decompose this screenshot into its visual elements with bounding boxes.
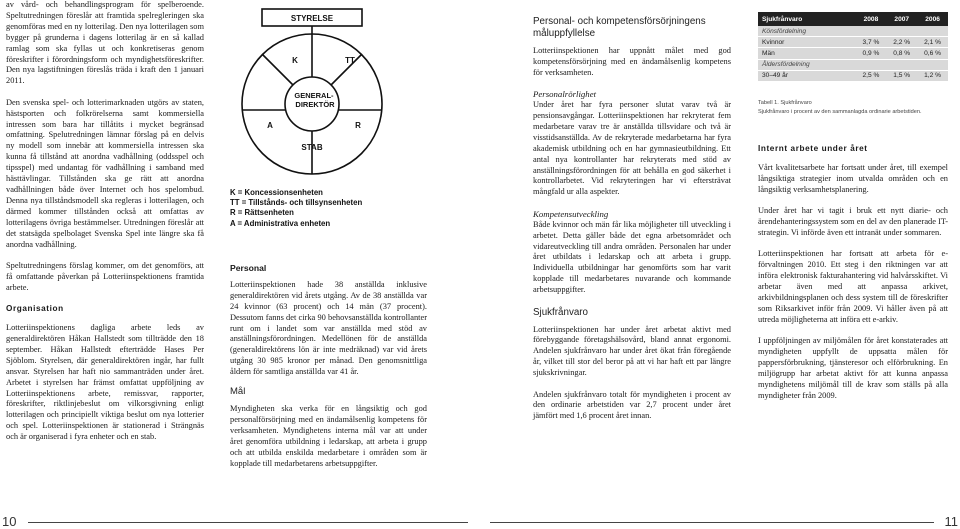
table-row bbox=[758, 71, 948, 82]
paragraph: Den svenska spel- och lotterimarknaden utgörs av staten, hästsporten och folkrörelserna samt kommersiella intressen som bara har tillåtits i mycket begränsad omfattning. Spelutredningen lämnar förslag på en delvis ny modell som innebär att kommersiella intressen ska kunna få tillstånd att anordna vadhållning (oddsspel och tipsspel) med undantag för vadhållning i samband med hästtävlingar. Tillstånden ska ge rätt att anordna vadhållningen både över Internet och hos spelombud. Denna nya tillståndsmodell ska regleras i lotterilagen, och därmed kommer tillstånden också att omfattas av lotterilagens övriga bestämmelser. Utredningen föreslår att det statsägda spelbolaget Svenska Spel inte längre ska få anordna vadhållning. bbox=[6, 97, 204, 249]
paragraph: Speltutredningens förslag kommer, om det genomförs, att få omfattande påverkan på Lotteriinspektionens framtida arbete. bbox=[6, 260, 204, 292]
column-1 bbox=[6, 0, 204, 454]
sick-leave-table bbox=[758, 12, 948, 82]
table-cell-value: 0,6 % bbox=[924, 49, 941, 57]
table-cell-label: Män bbox=[762, 49, 775, 57]
director-label: GENERAL- DIREKTÖR bbox=[294, 91, 335, 109]
table-row bbox=[758, 37, 948, 48]
column-4 bbox=[758, 144, 948, 412]
paragraph: I uppföljningen av miljömålen för året konstaterades att myndigheten uppfyllt de uppsatta målen för pappersförbrukning, tjänsteresor och elförbrukning. En miljögrupp har arbetat aktivt för att kunna anpassa myndighetens miljömål till de krav som ställs på alla myndigheter från 2009. bbox=[758, 336, 948, 400]
table-cell-value: 1,2 % bbox=[924, 72, 941, 80]
table-cell-label: Könsfördelning bbox=[762, 27, 806, 35]
table-row bbox=[758, 60, 948, 71]
table-row bbox=[758, 26, 948, 37]
legend-item: TT = Tillstånds- och tillsynsenheten bbox=[230, 198, 363, 208]
table-cell-value: 2,2 % bbox=[893, 38, 911, 46]
legend-item: K = Koncessionsenheten bbox=[230, 188, 323, 197]
paragraph: Lotteriinspektionen har fortsatt att arbeta för e-förvaltningen 2010. Ett steg i den riktningen var att införa elektronisk fakturahantering vid halvårsskiftet. Vi arbetar även med att anpassa arkivet, arkivbildningsplanen och dess system till de föreskrifter som Riksarkivet inför från 2009. Vi håller även på att utreda möjligheterna att införa ett e-arkiv. bbox=[758, 249, 948, 324]
paragraph: Lotteriinspektionen har uppnått målet med god kompetensförsörjning med en ändamålsenlig kompetens för verksamheten. bbox=[533, 46, 731, 77]
unit-r: R bbox=[355, 121, 361, 130]
table-header-cell: Sjukfrånvaro bbox=[762, 15, 803, 23]
table-header bbox=[758, 12, 948, 26]
table-cell-label: Kvinnor bbox=[762, 38, 785, 46]
table-caption-description: Sjukfrånvaro i procent av den sammanlagda ordinarie arbetstiden. bbox=[758, 109, 922, 115]
table-cell-value: 2,1 % bbox=[924, 38, 941, 46]
paragraph: Lotteriinspektionen har under året arbetat aktivt med förebyggande företagshälsovård, bland annat ergonomi. Andelen sjukfrånvaro har under året ökat från föregående år, vilket till stor del beror på att vi har haft ett par längre sjukskrivningar. bbox=[533, 324, 731, 378]
table-cell-value: 2,5 % bbox=[862, 72, 880, 80]
paragraph: Lotteriinspektionens dagliga arbete leds av generaldirektören Håkan Hallstedt som tillträdde den 18 september. Håkan Hallstedt efterträdde Hases Per Sjöblom. Styrelsen, där generaldirektören ingår, har fullt ansvar. Styrelsen har haft nio sammanträden under året. Arbetet i styrelsen har främst omfattat uppföljning av Lotteriinspektionens arbete, remissvar, rapporter, föreskrifter, riktlinjebeslut om vilkorsgivning enligt lotterilagen och principiellt viktiga beslut om nya lotterier och spel. Lotteriinspektionen är stationerad i Strängnäs och är organiserad i fyra enheter och en stab. bbox=[6, 323, 204, 442]
table-header-cell: 2008 bbox=[863, 15, 879, 23]
paragraph: Lotteriinspektionen hade 38 anställda inklusive generaldirektören vid årets utgång. Av de 38 anställda var 24 kvinnor (63 procent) och 14 män (37 procent). Dessutom fanns det cirka 90 behovsanställda kontrollanter runt om i landet som var anställda med stöd av anställningsförordningen. Medellönen för de anställda (generaldirektörens lön är inte medräknad) var vid årets utgång 30 985 kronor per månad. Den genomsnittliga åldern för samtliga anställda var 41 år. bbox=[230, 279, 427, 377]
page-number-right: 11 bbox=[944, 514, 958, 529]
unit-tt: TT bbox=[345, 56, 355, 65]
section-heading-mobility: Personalrörlighet bbox=[533, 89, 597, 100]
section-heading-sick-leave: Sjukfrånvaro bbox=[533, 306, 588, 318]
paragraph: av vård- och behandlingsprogram för spelberoende. Speltutredningen föreslår att framtida spelregleringen ska genomföras med en ny lotterilag. Den nya lotterilagen som bygger på grunderna i dagens lotterilag är en så kallad ramlag som ska fyllas ut och konkretiseras genom föreskrifter i förordningsform och myndighetsföreskrifter. Den nya lagstiftningen föreslås träda i kraft den 1 januari 2011. bbox=[6, 0, 204, 86]
section-heading-development: Kompetensutveckling bbox=[533, 208, 609, 219]
table-cell-value: 0,9 % bbox=[862, 49, 880, 57]
table-header-cell: 2007 bbox=[894, 15, 910, 23]
unit-k: K bbox=[292, 56, 298, 65]
table-row bbox=[758, 48, 948, 59]
table-header-cell: 2006 bbox=[925, 15, 940, 23]
table-cell-label: Åldersfördelning bbox=[762, 61, 810, 69]
board-label: STYRELSE bbox=[290, 14, 334, 23]
paragraph: Under året har fyra personer slutat varav två är pensionsavgångar. Lotteriinspektionen har rekryterat fem medarbetare varav tre är anställda tillsvidare och två är visstidsanställda. Av de rekryterade medarbetarna har fyra akademisk utbildning och en har gymnasieutbildning. Ett antal nya kontrollanter har rekryterats med stöd av anställningsförordningen för att behålla en god säkerhet i kontrollarbetet. Vid rekryteringen har vi eftersträvat mångfald ur alla aspekter. bbox=[533, 100, 731, 197]
column-2 bbox=[230, 263, 427, 480]
paragraph: Vårt kvalitetsarbete har fortsatt under året, till exempel långsiktiga strategier inom utvalda områden och en långsiktig verksamhetsplanering. bbox=[758, 162, 948, 194]
footer-rule-left bbox=[28, 522, 468, 523]
section-heading-personal: Personal bbox=[230, 263, 267, 273]
paragraph: Andelen sjukfrånvaro totalt för myndigheten i procent av den ordinarie arbetstiden var 2,7 procent under året jämfört med 1,6 procent året innan. bbox=[533, 389, 731, 421]
org-legend bbox=[230, 188, 362, 229]
column-3 bbox=[533, 16, 731, 433]
footer-rule-right bbox=[490, 522, 934, 523]
table-cell-value: 3,7 % bbox=[862, 38, 880, 46]
paragraph: Myndigheten ska verka för en långsiktig och god personalförsörjning med en ändamålsenlig kompetens för verksamheten. Myndighetens interna mål var att under året genomföra utbildning i ledarskap, att arbeta i grupp och att utbilda enskilda medarbetare i områden som är kopplade till medarbetarens arbetsuppgifter. bbox=[230, 404, 427, 468]
section-heading-competence: Personal- och kompetensförsörjningens måluppfyllelse bbox=[533, 16, 706, 39]
legend-item: A = Administrativa enheten bbox=[230, 218, 331, 228]
paragraph: Både kvinnor och män får lika möjligheter till utveckling i arbetet. Detta gäller både det egna arbetsområdet och vidareutveckling till andra områden. Personalen har under året utbildats i ledarskap och att arbeta i grupp. Individuella utbildningar har genomförts som har varit kopplade till medarbetares nuvarande och kommande arbetsuppgifter. bbox=[533, 219, 731, 295]
legend-item: R = Rättsenheten bbox=[230, 208, 294, 218]
paragraph: Under året har vi tagit i bruk ett nytt diarie- och ärendehanteringssystem som en del av den planerade IT-strategin. Vi införde även ett intranät under sommaren. bbox=[758, 206, 948, 237]
unit-stab: STAB bbox=[301, 143, 323, 152]
table-caption: Tabell 1. Sjukfrånvaro bbox=[758, 100, 812, 106]
unit-a: A bbox=[267, 121, 273, 130]
table-cell-label: 30–49 år bbox=[762, 72, 789, 80]
page-number-left: 10 bbox=[2, 514, 17, 529]
table-cell-value: 1,5 % bbox=[893, 72, 911, 80]
section-heading-internal: Internt arbete under året bbox=[758, 144, 868, 153]
section-heading-organisation: Organisation bbox=[6, 304, 64, 314]
section-heading-goal: Mål bbox=[230, 386, 246, 398]
table-cell-value: 0,8 % bbox=[893, 49, 911, 57]
